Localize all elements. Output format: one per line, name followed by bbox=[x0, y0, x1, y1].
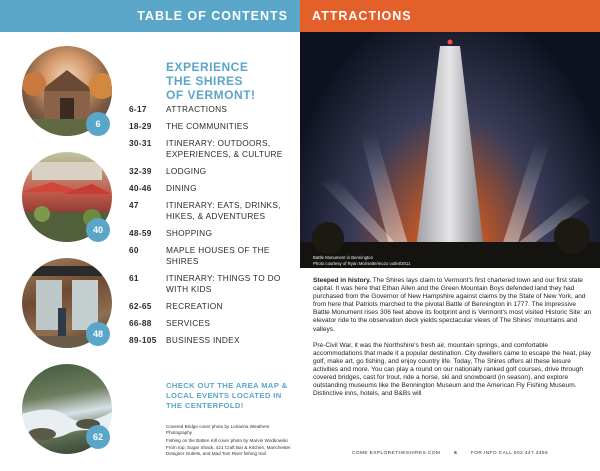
toc-pages: 66-88 bbox=[129, 318, 152, 328]
toc-entry[interactable] bbox=[129, 200, 299, 222]
toc-label: RECREATION bbox=[166, 301, 223, 311]
toc-entry[interactable] bbox=[129, 104, 299, 115]
toc-pages: 40-46 bbox=[129, 183, 152, 193]
battle-monument-photo bbox=[300, 32, 600, 268]
toc-entry[interactable] bbox=[129, 138, 299, 160]
page-badge: 40 bbox=[86, 218, 110, 242]
toc-pages: 18-29 bbox=[129, 121, 152, 131]
toc-entry[interactable] bbox=[129, 183, 299, 194]
toc-entry[interactable] bbox=[129, 318, 299, 329]
toc-label: BUSINESS INDEX bbox=[166, 335, 240, 345]
toc-entry[interactable] bbox=[129, 166, 299, 177]
article-paragraph bbox=[313, 277, 593, 334]
toc-pages: 32-39 bbox=[129, 166, 152, 176]
toc-label: SHOPPING bbox=[166, 228, 213, 238]
toc-pages: 47 bbox=[129, 200, 139, 210]
page-number: 6 bbox=[454, 451, 458, 456]
toc-label: ITINERARY: EATS, DRINKS, HIKES, & ADVENTURES bbox=[166, 200, 281, 221]
toc-pages: 6-17 bbox=[129, 104, 147, 114]
page-title bbox=[166, 60, 296, 102]
toc-entry[interactable] bbox=[129, 335, 299, 346]
toc-pages: 60 bbox=[129, 245, 139, 255]
credit-line: Fishing on the Batten Kill cover photo by Marvin Wodkowski bbox=[166, 437, 288, 443]
article-body bbox=[313, 277, 593, 406]
page-badge: 48 bbox=[86, 322, 110, 346]
toc-entry[interactable] bbox=[129, 301, 299, 312]
title-line: EXPERIENCE bbox=[166, 60, 249, 74]
toc-pages: 61 bbox=[129, 273, 139, 283]
section-header: ATTRACTIONS bbox=[300, 0, 600, 32]
toc-entry[interactable] bbox=[129, 245, 299, 267]
toc-pages: 30-31 bbox=[129, 138, 152, 148]
caption-line: Photo courtesy of Ryan Morisette/mozo outlet/2011 bbox=[313, 260, 411, 266]
toc-pages: 89-105 bbox=[129, 335, 157, 345]
map-callout: CHECK OUT THE AREA MAP & LOCAL EVENTS LOCATED IN THE CENTERFOLD! bbox=[166, 381, 288, 410]
photo-credits bbox=[166, 424, 294, 459]
toc-label: THE COMMUNITIES bbox=[166, 121, 249, 131]
toc-header: TABLE OF CONTENTS bbox=[0, 0, 300, 32]
toc-label: ITINERARY: OUTDOORS, EXPERIENCES, & CULTURE bbox=[166, 138, 283, 159]
footer-phone[interactable]: FOR INFO CALL 802.447.3456 bbox=[470, 451, 549, 456]
article-paragraph: Pre-Civil War, it was the Northshire's fresh air, mountain springs, and comfortable accommodations that made it a popular destination. City dwellers came to escape the heat, play golf, make art, go fishing, and enjoy country life. Today, The Shires offers all these leisure activities and more. You can play a round on our nationally ranked golf courses, drive through covered bridges, cast for trout, ride a horse, ski and snowboard (in season), and explore outstanding museums like the Bennington Museum and the American Fly Fishing Museum. Distinctive inns, hotels, and B&Bs will bbox=[313, 341, 592, 398]
toc-label: DINING bbox=[166, 183, 197, 193]
toc-label: MAPLE HOUSES OF THE SHIRES bbox=[166, 245, 270, 266]
toc-label: ATTRACTIONS bbox=[166, 104, 228, 114]
toc-label: ITINERARY: THINGS TO DO WITH KIDS bbox=[166, 273, 281, 294]
title-line: THE SHIRES bbox=[166, 74, 244, 88]
page-footer bbox=[300, 451, 600, 456]
right-page bbox=[300, 0, 600, 471]
toc-pages: 62-65 bbox=[129, 301, 152, 311]
photo-caption bbox=[313, 255, 410, 266]
title-line: OF VERMONT! bbox=[166, 88, 256, 102]
footer-website[interactable]: COME EXPLORETHESHIRES.COM bbox=[351, 451, 441, 456]
lead-in: Steeped in history. bbox=[313, 277, 372, 284]
caption-line: Battle Monument in Bennington bbox=[313, 255, 373, 260]
toc-label: SERVICES bbox=[166, 318, 211, 328]
credit-line: Covered Bridge cover photo by Lorianna Weathers Photography bbox=[166, 424, 270, 435]
toc-entry[interactable] bbox=[129, 228, 299, 239]
toc-list bbox=[129, 104, 299, 346]
page-badge: 6 bbox=[86, 112, 110, 136]
toc-pages: 48-59 bbox=[129, 228, 152, 238]
toc-entry[interactable] bbox=[129, 121, 299, 132]
paragraph-text: The Shires lays claim to Vermont's first chartered town and our first state capital. It was here that Ethan Allen and the Green Mountain Boys defended land they had purchased from the Governor of New Hampshire against claims by the State of New York, and from here that Patriots marched to the pivotal Battle of Bennington in 1777. The impressive Battle Monument rises 306 feet above its footprint and is Vermont's most visited Historic Site: an elevator ride to the observation deck yields spectacular views of The Shires' mountains and valleys. bbox=[313, 277, 592, 333]
page-badge: 62 bbox=[86, 425, 110, 449]
toc-label: LODGING bbox=[166, 166, 207, 176]
credit-line: From top: Sugar Shack, 421 Craft Bar & Kitchen, Manchester Designer Outlets, and Mad Tom River fishing trail bbox=[166, 445, 291, 457]
toc-entry[interactable] bbox=[129, 273, 299, 295]
